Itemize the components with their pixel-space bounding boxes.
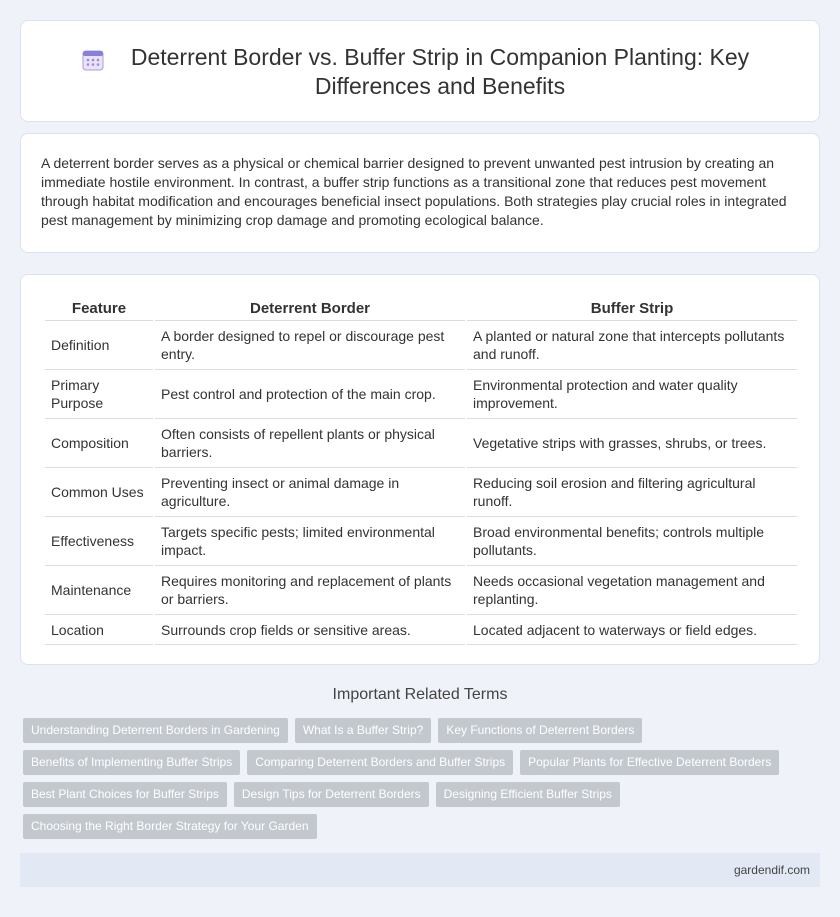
buffer-cell: Needs occasional vegetation management and replanting.: [467, 566, 797, 615]
deterrent-cell: Surrounds crop fields or sensitive areas.: [155, 615, 465, 645]
title-card: [20, 20, 820, 122]
tag-row: [23, 750, 803, 782]
tag-row: [23, 718, 803, 750]
buffer-cell: A planted or natural zone that intercepts pollutants and runoff.: [467, 321, 797, 370]
header-buffer-strip: Buffer Strip: [467, 295, 797, 321]
feature-cell: Definition: [45, 321, 153, 370]
related-terms-heading: Important Related Terms: [332, 686, 508, 703]
buffer-cell: Broad environmental benefits; controls multiple pollutants.: [467, 517, 797, 566]
related-tag-link[interactable]: Understanding Deterrent Borders in Gardening: [23, 718, 288, 743]
related-tag-link[interactable]: Comparing Deterrent Borders and Buffer Strips: [247, 750, 513, 775]
table-row: [45, 566, 797, 615]
feature-cell: Common Uses: [45, 468, 153, 517]
deterrent-cell: Requires monitoring and replacement of plants or barriers.: [155, 566, 465, 615]
related-tag-link[interactable]: Choosing the Right Border Strategy for Your Garden: [23, 814, 317, 839]
feature-cell: Location: [45, 615, 153, 645]
header-deterrent-border: Deterrent Border: [155, 295, 465, 321]
header-feature: Feature: [45, 295, 153, 321]
feature-cell: Effectiveness: [45, 517, 153, 566]
related-tag-link[interactable]: Popular Plants for Effective Deterrent Borders: [520, 750, 779, 775]
table-row: [45, 468, 797, 517]
comparison-card: [20, 274, 820, 665]
deterrent-cell: Preventing insect or animal damage in agriculture.: [155, 468, 465, 517]
feature-cell: Maintenance: [45, 566, 153, 615]
related-tag-link[interactable]: Designing Efficient Buffer Strips: [436, 782, 620, 807]
intro-card: [20, 133, 820, 253]
table-row: [45, 517, 797, 566]
table-row: [45, 419, 797, 468]
buffer-cell: Vegetative strips with grasses, shrubs, or trees.: [467, 419, 797, 468]
buffer-cell: Reducing soil erosion and filtering agricultural runoff.: [467, 468, 797, 517]
deterrent-cell: Often consists of repellent plants or physical barriers.: [155, 419, 465, 468]
deterrent-cell: A border designed to repel or discourage pest entry.: [155, 321, 465, 370]
comparison-table: [43, 295, 799, 645]
table-row: [45, 370, 797, 419]
intro-paragraph: A deterrent border serves as a physical or chemical barrier designed to prevent unwanted pest intrusion by creating an immediate hostile environment. In contrast, a buffer strip functions as a transitional zone that reduces pest movement through habitat modification and encourages beneficial insect populations. Both strategies play crucial roles in integrated pest management by minimizing crop damage and promoting ecological balance.: [41, 155, 787, 228]
buffer-cell: Environmental protection and water quality improvement.: [467, 370, 797, 419]
related-tag-link[interactable]: Key Functions of Deterrent Borders: [438, 718, 642, 743]
feature-cell: Composition: [45, 419, 153, 468]
related-tag-link[interactable]: Design Tips for Deterrent Borders: [234, 782, 429, 807]
footer: [20, 853, 820, 887]
page-title: Deterrent Border vs. Buffer Strip in Companion Planting: Key Differences and Benefits: [130, 44, 750, 99]
buffer-cell: Located adjacent to waterways or field edges.: [467, 615, 797, 645]
related-tag-link[interactable]: Benefits of Implementing Buffer Strips: [23, 750, 240, 775]
deterrent-cell: Targets specific pests; limited environmental impact.: [155, 517, 465, 566]
tag-row: [23, 814, 803, 846]
table-row: [45, 615, 797, 645]
related-tag-link[interactable]: Best Plant Choices for Buffer Strips: [23, 782, 227, 807]
footer-site-link[interactable]: gardendif.com: [733, 863, 810, 877]
table-row: [45, 321, 797, 370]
deterrent-cell: Pest control and protection of the main crop.: [155, 370, 465, 419]
related-tag-link[interactable]: What Is a Buffer Strip?: [295, 718, 432, 743]
related-terms-section: [0, 686, 840, 704]
feature-cell: Primary Purpose: [45, 370, 153, 419]
table-header-row: [45, 295, 797, 321]
related-tags: [23, 718, 803, 846]
tag-row: [23, 782, 803, 814]
